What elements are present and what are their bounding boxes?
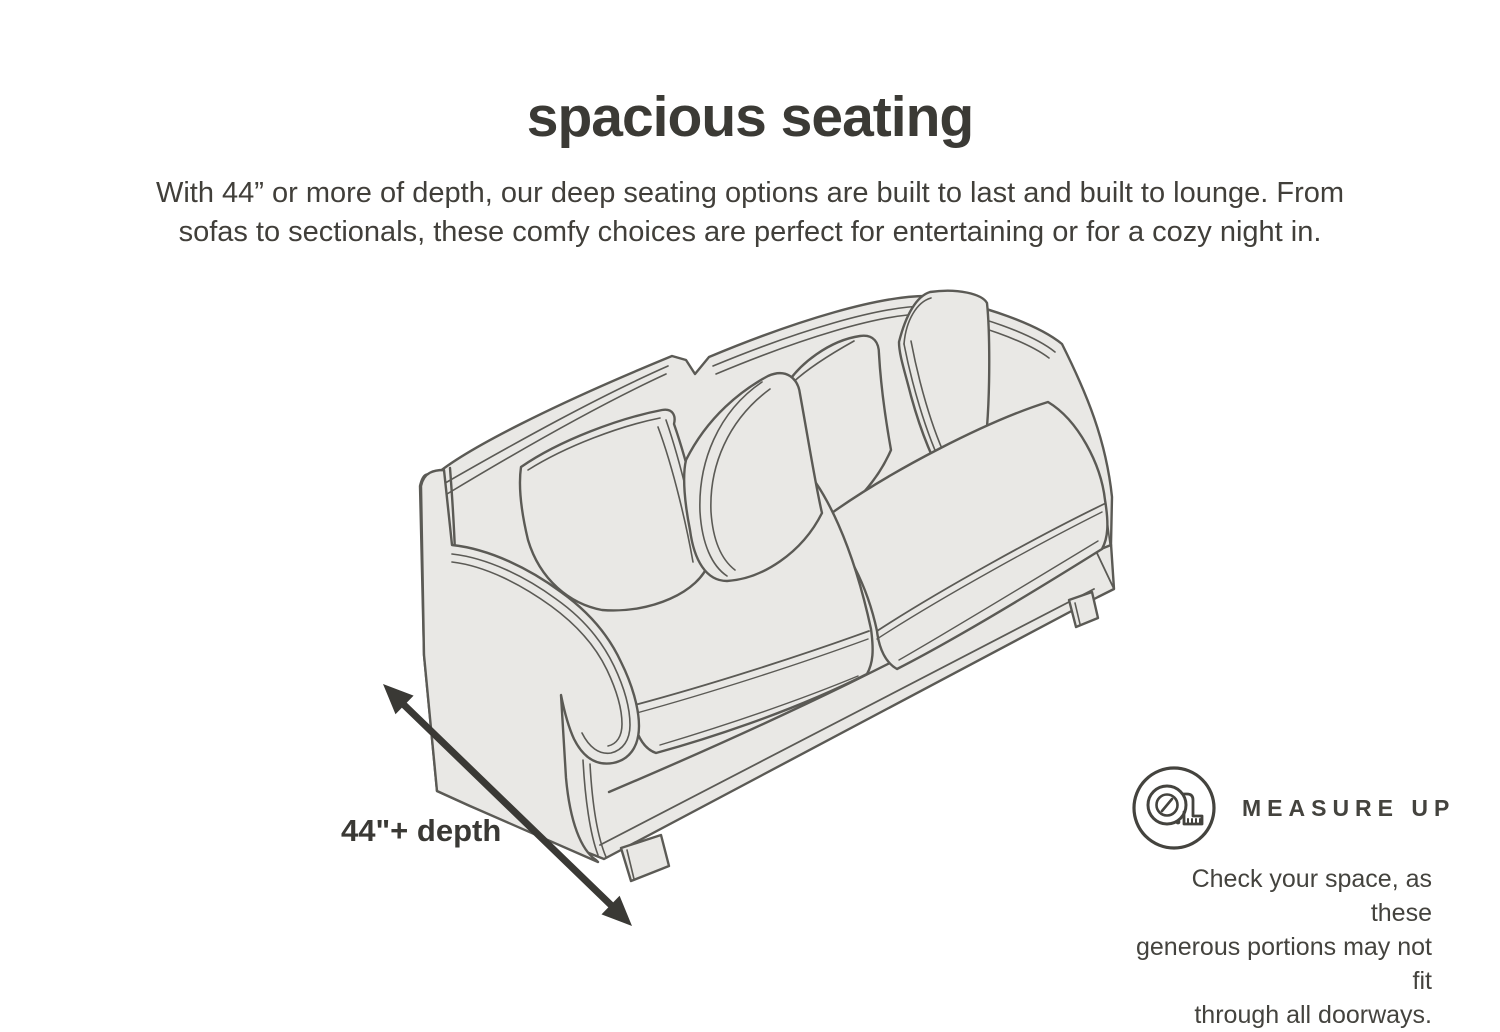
intro-paragraph: With 44” or more of depth, our deep seating options are built to last and built to lounge. From sofas to sectionals, these comfy choices are perfect for entertaining or for a cozy night in. — [155, 177, 1345, 248]
sofa-foot-front-right — [1069, 592, 1098, 627]
measure-up-section — [1130, 764, 1456, 1032]
measure-up-heading: MEASURE UP — [1242, 794, 1456, 821]
measure-up-note-line: through all doorways. — [1194, 1001, 1432, 1029]
measure-up-note-line: Check your space, as these — [1191, 865, 1432, 927]
measure-up-note-line: generous portions may not fit — [1135, 933, 1432, 995]
measure-up-note — [1130, 862, 1432, 1032]
depth-dimension-label: 44"+ depth — [341, 813, 502, 848]
tape-measure-icon — [1130, 764, 1218, 852]
page-title: spacious seating — [526, 85, 974, 149]
